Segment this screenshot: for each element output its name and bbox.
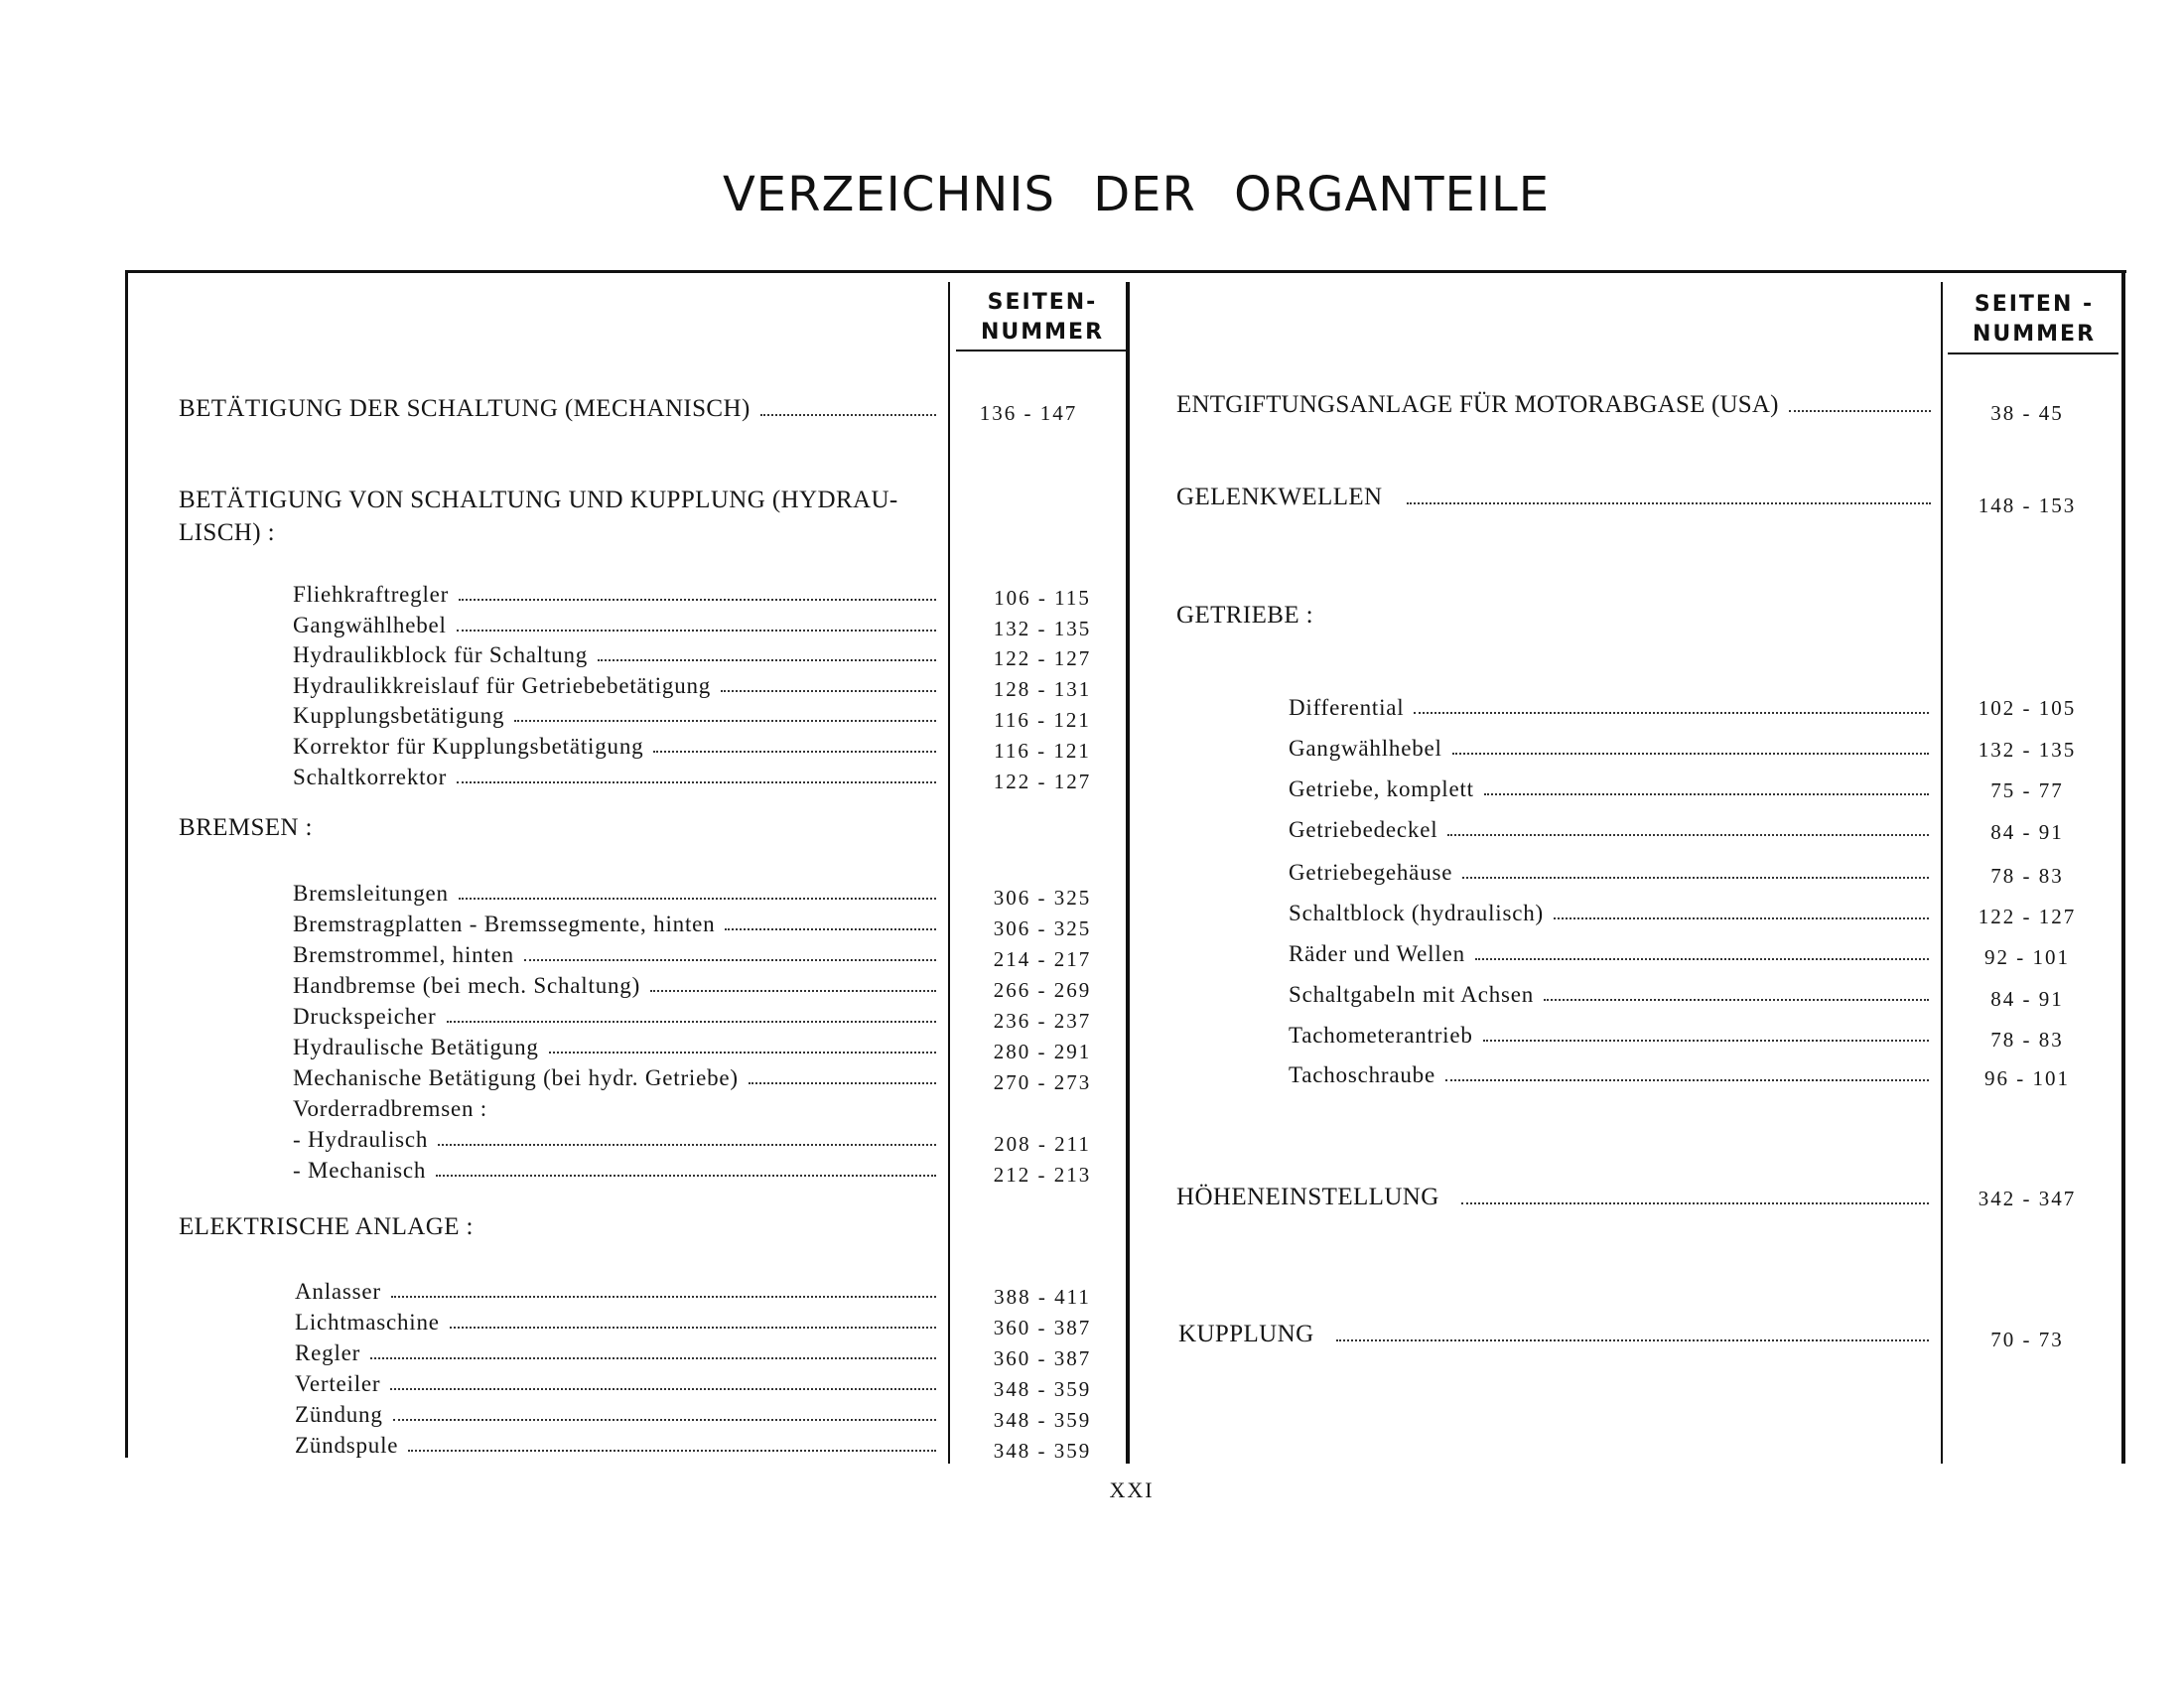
frame-left-border <box>125 270 128 1458</box>
entry-entgiftungsanlage <box>1176 389 1931 419</box>
entry-label: Vorderradbremsen : <box>293 1096 487 1121</box>
entry-pages: 102 - 105 <box>1978 696 2077 720</box>
entry-pages: 116 - 121 <box>994 739 1091 763</box>
list-item <box>1289 937 1929 967</box>
entry-label: Getriebegehäuse <box>1289 860 1453 885</box>
entry-label: Differential <box>1289 695 1405 720</box>
entry-pages: 280 - 291 <box>993 1040 1092 1063</box>
entry-pages: 212 - 213 <box>993 1163 1092 1187</box>
entry-pages: 306 - 325 <box>993 886 1092 910</box>
list-item <box>293 669 936 699</box>
entry-label: Getriebedeckel <box>1289 817 1438 842</box>
entry-betaetigung-mechanisch <box>179 393 936 423</box>
entry-pages: 70 - 73 <box>1990 1328 2064 1351</box>
leader-dots <box>653 751 936 753</box>
entry-label: Zündung <box>295 1402 383 1427</box>
leader-dots <box>436 1175 936 1177</box>
leader-dots <box>598 659 936 661</box>
entry-hoeheneinstellung <box>1176 1182 1929 1211</box>
entry-label: ENTGIFTUNGSANLAGE FÜR MOTORABGASE (USA) <box>1176 391 1779 418</box>
entry-label: Schaltkorrektor <box>293 765 448 789</box>
entry-pages: 92 - 101 <box>1984 945 2070 969</box>
header-line1: SEITEN- <box>987 290 1098 315</box>
entry-pages: 84 - 91 <box>1990 820 2064 844</box>
entry-label: Handbremse (bei mech. Schaltung) <box>293 973 641 998</box>
entry-label: Hydraulische Betätigung <box>293 1035 539 1059</box>
entry-label: - Hydraulisch <box>293 1127 429 1152</box>
leader-dots <box>760 414 936 416</box>
entry-pages: 38 - 45 <box>1990 401 2064 425</box>
frame-top-border <box>125 270 2126 273</box>
leader-dots <box>1789 410 1931 412</box>
leader-dots <box>1447 834 1929 836</box>
list-item <box>293 938 936 968</box>
list-item <box>293 578 936 608</box>
leader-dots <box>721 690 936 692</box>
list-item <box>295 1398 936 1428</box>
entry-label: Tachoschraube <box>1289 1062 1435 1087</box>
leader-dots <box>370 1357 936 1359</box>
section-heading-bremsen: BREMSEN : <box>179 814 313 841</box>
entry-pages: 96 - 101 <box>1984 1066 2070 1090</box>
leader-dots <box>1445 1079 1929 1081</box>
leader-dots <box>457 630 936 632</box>
entry-label: Gangwählhebel <box>1289 736 1442 761</box>
entry-label: Kupplungsbetätigung <box>293 703 505 728</box>
entry-pages: 122 - 127 <box>1978 905 2077 928</box>
list-item <box>295 1336 936 1366</box>
entry-label: Schaltgabeln mit Achsen <box>1289 982 1535 1007</box>
entry-pages: 348 - 359 <box>993 1377 1092 1401</box>
leader-dots <box>1475 958 1929 960</box>
entry-label: Bremstrommel, hinten <box>293 942 514 967</box>
list-item <box>293 877 936 907</box>
entry-label: Tachometerantrieb <box>1289 1023 1473 1048</box>
leader-dots <box>650 990 936 992</box>
section-heading-getriebe: GETRIEBE : <box>1176 602 1314 629</box>
entry-pages: 236 - 237 <box>993 1009 1092 1033</box>
list-item <box>293 1061 936 1091</box>
entry-label: Mechanische Betätigung (bei hydr. Getriebe) <box>293 1065 739 1090</box>
entry-pages: 78 - 83 <box>1990 864 2064 888</box>
list-item <box>293 638 936 668</box>
entry-pages: 306 - 325 <box>993 916 1092 940</box>
list-item <box>293 609 936 638</box>
leader-dots <box>1336 1339 1929 1341</box>
entry-gelenkwellen <box>1176 482 1931 511</box>
header-underline-left <box>956 350 1127 352</box>
leader-dots <box>459 898 936 900</box>
entry-pages: 128 - 131 <box>993 677 1092 701</box>
leader-dots <box>549 1052 936 1054</box>
page-folio: XXI <box>1109 1477 1155 1502</box>
entry-pages: 122 - 127 <box>993 646 1092 670</box>
entry-pages: 148 - 153 <box>1978 493 2077 517</box>
list-item <box>293 1000 936 1030</box>
list-item <box>295 1306 936 1336</box>
entry-pages: 214 - 217 <box>993 947 1092 971</box>
entry-pages: 106 - 115 <box>994 586 1091 610</box>
entry-label: KUPPLUNG <box>1178 1321 1314 1347</box>
entry-label: Fliehkraftregler <box>293 582 450 607</box>
entry-pages: 348 - 359 <box>993 1408 1092 1432</box>
leader-dots <box>1414 712 1929 714</box>
divider-center <box>1126 282 1130 1464</box>
list-item <box>295 1367 936 1397</box>
entry-label: Schaltblock (hydraulisch) <box>1289 901 1544 925</box>
leader-dots <box>447 1021 936 1023</box>
entry-pages: 136 - 147 <box>979 401 1078 425</box>
entry-pages: 342 - 347 <box>1978 1187 2077 1210</box>
entry-pages: 75 - 77 <box>1990 778 2064 802</box>
list-item <box>1289 1019 1929 1049</box>
list-item <box>293 908 936 937</box>
entry-label: HÖHENEINSTELLUNG <box>1176 1184 1439 1210</box>
subsection-heading-vorderradbremsen <box>293 1092 936 1122</box>
list-item <box>1289 732 1929 762</box>
leader-dots <box>1461 1202 1929 1204</box>
list-item <box>295 1275 936 1305</box>
entry-pages: 388 - 411 <box>994 1285 1091 1309</box>
entry-label: Zündspule <box>295 1433 399 1458</box>
list-item <box>1289 691 1929 721</box>
leader-dots <box>725 928 936 930</box>
entry-label: Gangwählhebel <box>293 613 447 637</box>
entry-pages: 116 - 121 <box>994 708 1091 732</box>
frame-right-border <box>2121 270 2125 1464</box>
leader-dots <box>1554 917 1929 919</box>
entry-pages: 122 - 127 <box>993 770 1092 793</box>
header-line2: NUMMER <box>1972 322 2097 347</box>
entry-pages: 360 - 387 <box>993 1316 1092 1339</box>
list-item <box>295 1429 936 1459</box>
entry-pages: 84 - 91 <box>1990 987 2064 1011</box>
list-item <box>1289 856 1929 886</box>
entry-label: BETÄTIGUNG DER SCHALTUNG (MECHANISCH) <box>179 395 751 422</box>
header-line2: NUMMER <box>980 320 1105 345</box>
list-item <box>1289 897 1929 926</box>
leader-dots <box>391 1296 936 1298</box>
section-heading-hydraulisch: BETÄTIGUNG VON SCHALTUNG UND KUPPLUNG (HYDRAU-LISCH) : <box>179 487 898 546</box>
list-item <box>1289 978 1929 1008</box>
entry-label: Verteiler <box>295 1371 381 1396</box>
list-item <box>293 1031 936 1060</box>
entry-label: Anlasser <box>295 1279 381 1304</box>
leader-dots <box>1483 1040 1929 1042</box>
leader-dots <box>1407 502 1931 504</box>
entry-pages: 270 - 273 <box>993 1070 1092 1094</box>
entry-pages: 132 - 135 <box>1978 738 2077 762</box>
entry-pages: 266 - 269 <box>993 978 1092 1002</box>
entry-pages: 208 - 211 <box>994 1132 1091 1156</box>
entry-label: Lichtmaschine <box>295 1310 440 1335</box>
entry-label: Druckspeicher <box>293 1004 437 1029</box>
entry-label: GELENKWELLEN <box>1176 484 1383 510</box>
entry-label: Bremstragplatten - Bremssegmente, hinten <box>293 912 716 936</box>
leader-dots <box>749 1082 936 1084</box>
divider-right-pages <box>1941 282 1943 1464</box>
leader-dots <box>408 1450 936 1452</box>
page-number-header-left <box>956 288 1129 348</box>
leader-dots <box>514 720 936 722</box>
leader-dots <box>1452 753 1929 755</box>
entry-label: - Mechanisch <box>293 1158 427 1183</box>
entry-label: Hydraulikblock für Schaltung <box>293 642 589 667</box>
leader-dots <box>524 959 936 961</box>
divider-left-pages <box>948 282 950 1464</box>
header-line1: SEITEN - <box>1974 292 2095 317</box>
leader-dots <box>438 1144 936 1146</box>
leader-dots <box>1484 793 1929 795</box>
entry-label: Bremsleitungen <box>293 881 449 906</box>
page-number-header-right <box>1948 290 2120 350</box>
page-title: VERZEICHNIS DER ORGANTEILE <box>722 167 1551 222</box>
leader-dots <box>450 1327 936 1329</box>
list-item <box>1289 1058 1929 1088</box>
list-item <box>293 1154 936 1184</box>
entry-label: Räder und Wellen <box>1289 941 1465 966</box>
section-heading-elektrische-anlage: ELEKTRISCHE ANLAGE : <box>179 1213 474 1240</box>
list-item <box>1289 813 1929 843</box>
entry-kupplung <box>1178 1319 1929 1348</box>
leader-dots <box>390 1388 936 1390</box>
list-item <box>293 761 936 790</box>
list-item <box>1289 773 1929 802</box>
list-item <box>293 699 936 729</box>
entry-label: Regler <box>295 1340 361 1365</box>
leader-dots <box>457 781 936 783</box>
list-item <box>293 1123 936 1153</box>
entry-pages: 78 - 83 <box>1990 1028 2064 1052</box>
list-item <box>293 969 936 999</box>
list-item <box>293 730 936 760</box>
entry-pages: 360 - 387 <box>993 1346 1092 1370</box>
entry-pages: 132 - 135 <box>993 617 1092 640</box>
leader-dots <box>1462 877 1929 879</box>
entry-pages: 348 - 359 <box>993 1439 1092 1463</box>
header-underline-right <box>1948 352 2118 354</box>
leader-dots <box>1544 999 1929 1001</box>
leader-dots <box>459 599 936 601</box>
entry-label: Korrektor für Kupplungsbetätigung <box>293 734 644 759</box>
entry-label: Hydraulikkreislauf für Getriebebetätigung <box>293 673 712 698</box>
entry-label: Getriebe, komplett <box>1289 776 1474 801</box>
leader-dots <box>393 1419 936 1421</box>
